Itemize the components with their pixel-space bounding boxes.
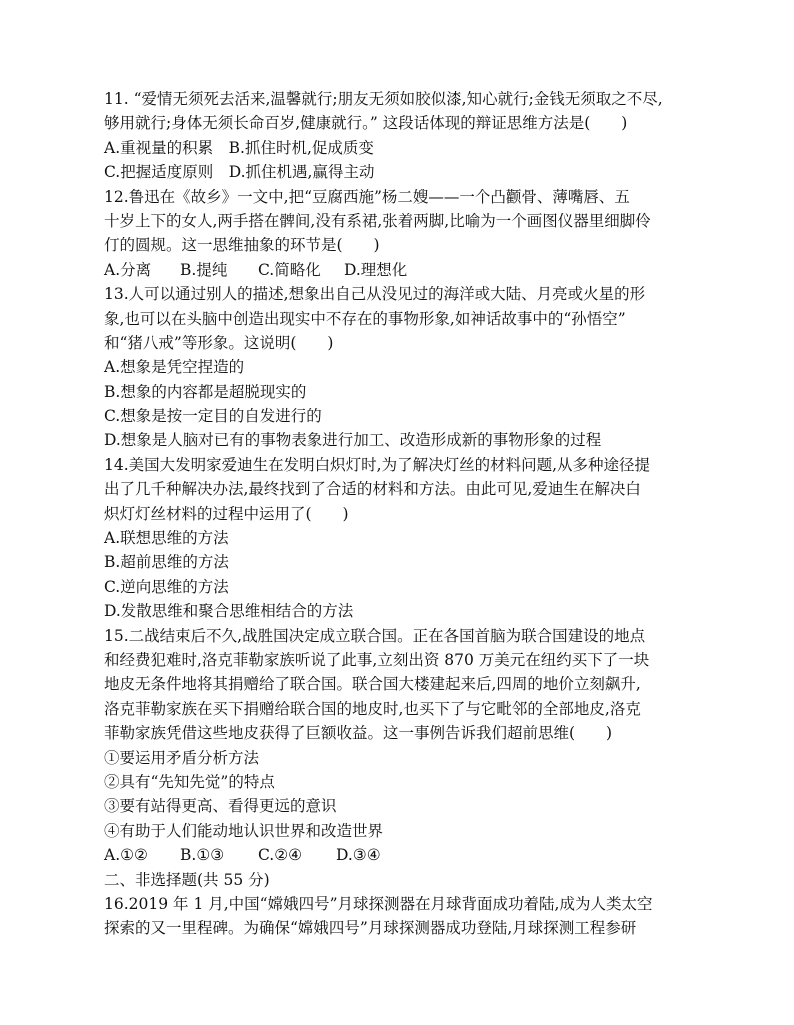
question-16 [104,892,694,941]
question-11-options-row-2: C.把握适度原则 D.抓住机遇,赢得主动 [104,163,375,182]
question-13-option-d: D.想象是人脑对已有的事物表象进行加工、改造形成新的事物形象的过程 [104,431,602,450]
question-14-stem-line-2: 出了几千种解决办法,最终找到了合适的材料和方法。由此可见,爱迪生在解决白 [104,480,641,499]
question-15-option-d: D.③④ [336,846,381,865]
question-14-option-a: A.联想思维的方法 [104,529,229,548]
question-14-stem-line-1: 14.美国大发明家爱迪生在发明白炽灯时,为了解决灯丝的材料问题,从多种途径提 [104,455,651,474]
question-15-option-c: C.②④ [258,846,303,865]
question-16-stem-line-2: 探索的又一里程碑。为确保“嫦娥四号”月球探测器成功登陆,月球探测工程参研 [104,919,637,938]
question-15-stem-line-4: 洛克菲勒家族在买下捐赠给联合国的地皮时,也买下了与它毗邻的全部地皮,洛克 [104,699,641,718]
question-11-options-row-1: A.重视量的积累 B.抓住时机,促成质变 [104,138,374,157]
question-15-stem-line-5: 菲勒家族凭借这些地皮获得了巨额收益。这一事例告诉我们超前思维( ) [104,724,613,743]
question-15-stem-line-3: 地皮无条件地将其捐赠给了联合国。联合国大楼建起来后,四周的地价立刻飙升, [104,675,641,694]
question-14-option-d: D.发散思维和聚合思维相结合的方法 [104,602,354,621]
question-15-item-4: ④有助于人们能动地认识世界和改造世界 [104,821,384,840]
question-15-item-3: ③要有站得更高、看得更远的意识 [104,797,337,816]
question-13-option-b: B.想象的内容都是超脱现实的 [104,382,307,401]
question-11-stem-line-2: 够用就行;身体无须长命百岁,健康就行。” 这段话体现的辩证思维方法是( ) [104,114,628,133]
question-14-option-c: C.逆向思维的方法 [104,577,229,596]
question-12-stem-line-3: 仃的圆规。这一思维抽象的环节是( ) [104,236,380,255]
question-13-option-c: C.想象是按一定目的自发进行的 [104,407,322,426]
question-12-option-a: A.分离 [104,260,152,279]
question-12-stem-line-2: 十岁上下的女人,两手搭在髀间,没有系裙,张着两脚,比喻为一个画图仪器里细脚伶 [104,211,651,230]
question-12-option-d: D.理想化 [344,260,408,279]
question-14-stem-line-3: 炽灯灯丝材料的过程中运用了( ) [104,504,349,523]
question-15-item-2: ②具有“先知先觉”的特点 [104,772,275,791]
section-heading-non-choice: 二、非选择题(共 55 分) [104,870,270,889]
question-15-option-a: A.①② [104,846,148,865]
question-15-options [104,843,694,867]
question-11 [104,87,694,185]
question-12-stem-line-1: 12.鲁迅在《故乡》一文中,把“豆腐西施”杨二嫂——一个凸颧骨、薄嘴唇、五 [104,187,630,206]
question-14-option-b: B.超前思维的方法 [104,553,229,572]
question-14 [104,453,694,624]
exam-content [104,87,694,941]
question-16-stem-line-1: 16.2019 年 1 月,中国“嫦娥四号”月球探测器在月球背面成功着陆,成为人类太空 [104,894,653,913]
question-13 [104,282,694,453]
question-12-options [104,258,694,282]
question-15-option-b: B.①③ [180,846,225,865]
question-12-option-b: B.提纯 [180,260,228,279]
question-12 [104,185,694,283]
question-13-stem-line-1: 13.人可以通过别人的描述,想象出自己从没见过的海洋或大陆、月亮或火星的形 [104,285,646,304]
question-13-stem-line-3: 和“猪八戒”等形象。这说明( ) [104,333,334,352]
question-13-option-a: A.想象是凭空捏造的 [104,358,245,377]
question-11-stem-line-1: 11. “爱情无须死去活来,温馨就行;朋友无须如胶似漆,知心就行;金钱无须取之不尽, [104,90,663,108]
question-13-stem-line-2: 象,也可以在头脑中创造出现实中不存在的事物形象,如神话故事中的“孙悟空” [104,309,626,328]
question-15 [104,624,694,868]
question-15-item-1: ①要运用矛盾分析方法 [104,748,260,767]
question-15-stem-line-1: 15.二战结束后不久,战胜国决定成立联合国。正在各国首脑为联合国建设的地点 [104,626,646,645]
question-12-option-c: C.简略化 [258,260,321,279]
question-15-stem-line-2: 和经费犯难时,洛克菲勒家族听说了此事,立刻出资 870 万美元在纽约买下了一块 [104,650,650,669]
